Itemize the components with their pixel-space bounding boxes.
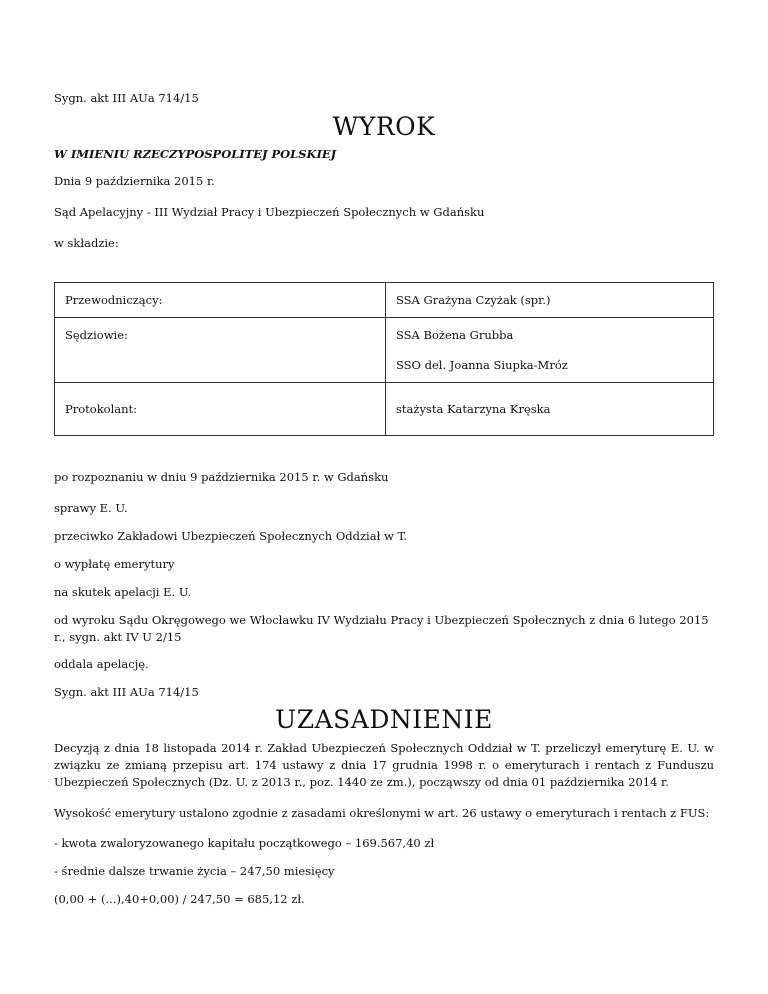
composition-intro: w składzie: — [54, 236, 119, 250]
justification-formula: (0,00 + (...),40+0,00) / 247,50 = 685,12 zł. — [54, 892, 305, 906]
verdict-outcome: oddala apelację. — [54, 657, 149, 671]
bench-table — [54, 282, 714, 436]
justification-item-capital: - kwota zwaloryzowanego kapitału początkowego – 169.567,40 zł — [54, 836, 435, 850]
bench-label: Protokolant: — [55, 383, 386, 436]
bench-row-chair — [55, 283, 714, 318]
justification-item-life-expectancy: - średnie dalsze trwanie życia – 247,50 miesięcy — [54, 864, 335, 878]
case-signature-justification: Sygn. akt III AUa 714/15 — [54, 685, 199, 699]
verdict-subtitle: W IMIENIU RZECZYPOSPOLITEJ POLSKIEJ — [54, 147, 337, 161]
bench-label: Przewodniczący: — [55, 283, 386, 318]
case-subject: o wypłatę emerytury — [54, 557, 175, 571]
justification-paragraph-2: Wysokość emerytury ustalono zgodnie z zasadami określonymi w art. 26 ustawy o emeryturach i rentach z FUS: — [54, 806, 710, 820]
bench-row-judges — [55, 318, 714, 383]
appeal-line: na skutek apelacji E. U. — [54, 585, 192, 599]
verdict-title: WYROK — [332, 112, 436, 141]
case-signature-top: Sygn. akt III AUa 714/15 — [54, 91, 199, 105]
case-party: sprawy E. U. — [54, 501, 128, 515]
verdict-date: Dnia 9 października 2015 r. — [54, 174, 215, 188]
bench-label: Sędziowie: — [55, 318, 386, 383]
lower-court-judgment: od wyroku Sądu Okręgowego we Włocławku IV Wydziału Pracy i Ubezpieczeń Społecznych z dnia 6 lutego 2015 r., sygn. akt IV U 2/15 — [54, 613, 709, 644]
case-opponent: przeciwko Zakładowi Ubezpieczeń Społecznych Oddział w T. — [54, 529, 408, 543]
justification-title: UZASADNIENIE — [275, 705, 493, 734]
bench-row-clerk — [55, 383, 714, 436]
hearing-line: po rozpoznaniu w dniu 9 października 2015 r. w Gdańsku — [54, 470, 389, 484]
court-name: Sąd Apelacyjny - III Wydział Pracy i Ubezpieczeń Społecznych w Gdańsku — [54, 205, 485, 219]
justification-paragraph-1: Decyzją z dnia 18 listopada 2014 r. Zakład Ubezpieczeń Społecznych Oddział w T. przeliczył emeryturę E. U. w związku ze zmianą przepisu art. 174 ustawy z dnia 17 grudnia 1998 r. o emeryturach i rentach z Funduszu Ubezpieczeń Społecznych (Dz. U. z 2013 r., poz. 1440 ze zm.), począwszy od dnia 01 października 2014 r. — [54, 741, 714, 789]
bench-value: SSA Bożena Grubba SSO del. Joanna Siupka-Mróz — [386, 318, 714, 383]
bench-value: stażysta Katarzyna Kręska — [386, 383, 714, 436]
bench-value: SSA Grażyna Czyżak (spr.) — [386, 283, 714, 318]
